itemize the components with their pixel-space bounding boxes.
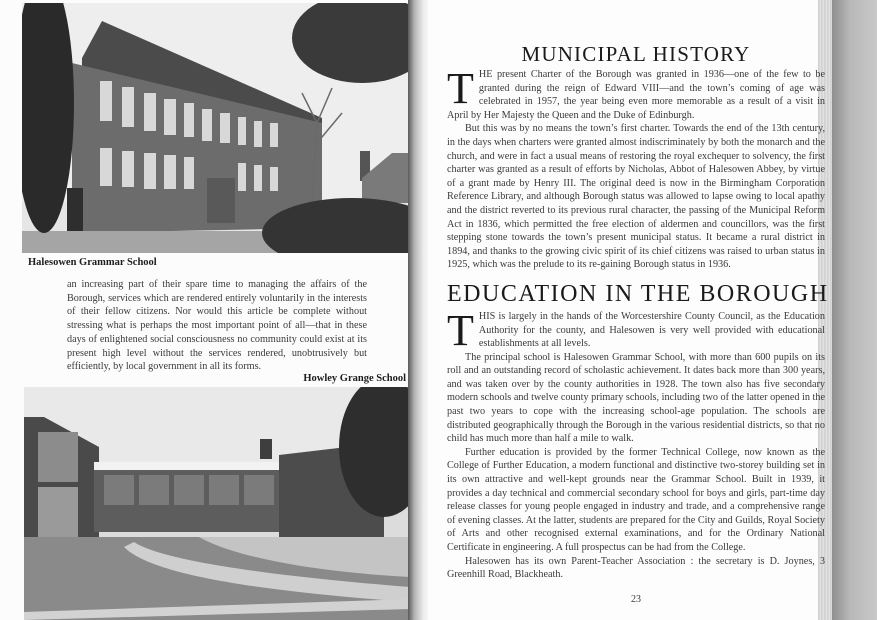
left-page-body-text: an increasing part of their spare time to managing the affairs of the Borough, services which are rendered entirely voluntarily in the interests of their fellow citizens. Nor would this article be complete without stressing what is perhaps the most important point of all—that in these days of enlightened social consciousness no community could exist at its present high level without the services rendered, unobtrusively but efficiently, by local government in all its forms. — [67, 279, 367, 373]
photo-halesowen-grammar-school — [22, 3, 410, 253]
page-number: 23 — [631, 593, 641, 605]
right-page-text-column — [447, 42, 829, 606]
heading-education-in-the-borough: EDUCATION IN THE BOROUGH — [447, 280, 829, 307]
section-municipal-history — [447, 68, 825, 272]
book-gutter — [408, 0, 430, 620]
municipal-history-paragraph-1 — [447, 68, 825, 122]
background-surface — [832, 0, 877, 620]
caption-halesowen-grammar-school: Halesowen Grammar School — [28, 257, 157, 268]
section-education — [447, 310, 825, 582]
caption-howley-grange-school: Howley Grange School — [303, 373, 406, 384]
dropcap-municipal: T — [447, 68, 474, 113]
education-paragraph-1 — [447, 309, 825, 355]
grammar-school-photo-image — [22, 3, 410, 253]
education-paragraph-1-text: HIS is largely in the hands of the Worcestershire County Council, as the Education Authority for the county, and Halesowen is very well provided with educational establishments at all levels. — [478, 310, 825, 350]
dropcap-education: T — [447, 309, 474, 355]
education-paragraph-3: Further education is provided by the former Technical College, now known as the College of Further Education, a modern functional and distinctive two-storey building set in its own attractive and well-kept grounds near the Grammar School. Built in 1939, it provides a day technical and commercial secondary school for boys and girls, part-time day release classes for young people engaged in industry and trade, and a comprehensive range of evening classes. At the latter, students are prepared for the City and Guilds, Royal Society of Arts and other recognised external examinations, and for the Ordinary National Certificate in engineering. A full prospectus can be had from the College. — [447, 446, 825, 553]
photo-howley-grange-school — [24, 387, 410, 620]
municipal-history-paragraph-1-text: HE present Charter of the Borough was granted in 1936—one of the few to be granted during the reign of Edward VIII—and the town’s coming of age was celebrated in 1957, the year being even more memorable as a result of a visit in April by Her Majesty the Queen and the Duke of Edinburgh. — [447, 69, 825, 121]
municipal-history-paragraph-2: But this was by no means the town’s first charter. Towards the end of the 13th century, in the days when charters were granted almost indiscriminately by both the monarch and the church, and were in fact a usual means of restoring the royal exchequer to solvency, the first charter was granted as a result of efforts by Nicholas, Abbot of Halesowen Abbey, by virtue of a grant made by Henry III. The original deed is now in the Birmingham Corporation Reference Library, and although Borough status was allowed to lapse owing to local apathy and the district reverted to its previous rural character, the passing of the Municipal Reform Act in 1836, which permitted the free election of aldermen and councillors, was the first stepping stone towards the town’s present municipal status. It became a rural district in 1894, and thanks to the growing civic spirit of its chief citizens was raised to urban status in 1925, which was the prelude to its re-gaining Borough status in 1936. — [447, 123, 825, 271]
howley-grange-photo-image — [24, 387, 410, 620]
education-paragraph-4: Halesowen has its own Parent-Teacher Association : the secretary is D. Joynes, 3 Greenhill Road, Blackheath. — [447, 555, 825, 581]
heading-municipal-history: MUNICIPAL HISTORY — [521, 42, 751, 66]
education-paragraph-2: The principal school is Halesowen Grammar School, with more than 600 pupils on its roll and an outstanding record of scholastic achievement. It dates back more than 300 years, and was taken over by the county authorities in 1928. The town also has five secondary modern schools and twelve county primary schools, including two of the latter opened in the past two years to cope with the increasing school-age population. The schools are distributed geographically through the Borough in the various residential districts, so that no child has much more than half a mile to walk. — [447, 351, 825, 445]
left-page — [0, 0, 410, 620]
